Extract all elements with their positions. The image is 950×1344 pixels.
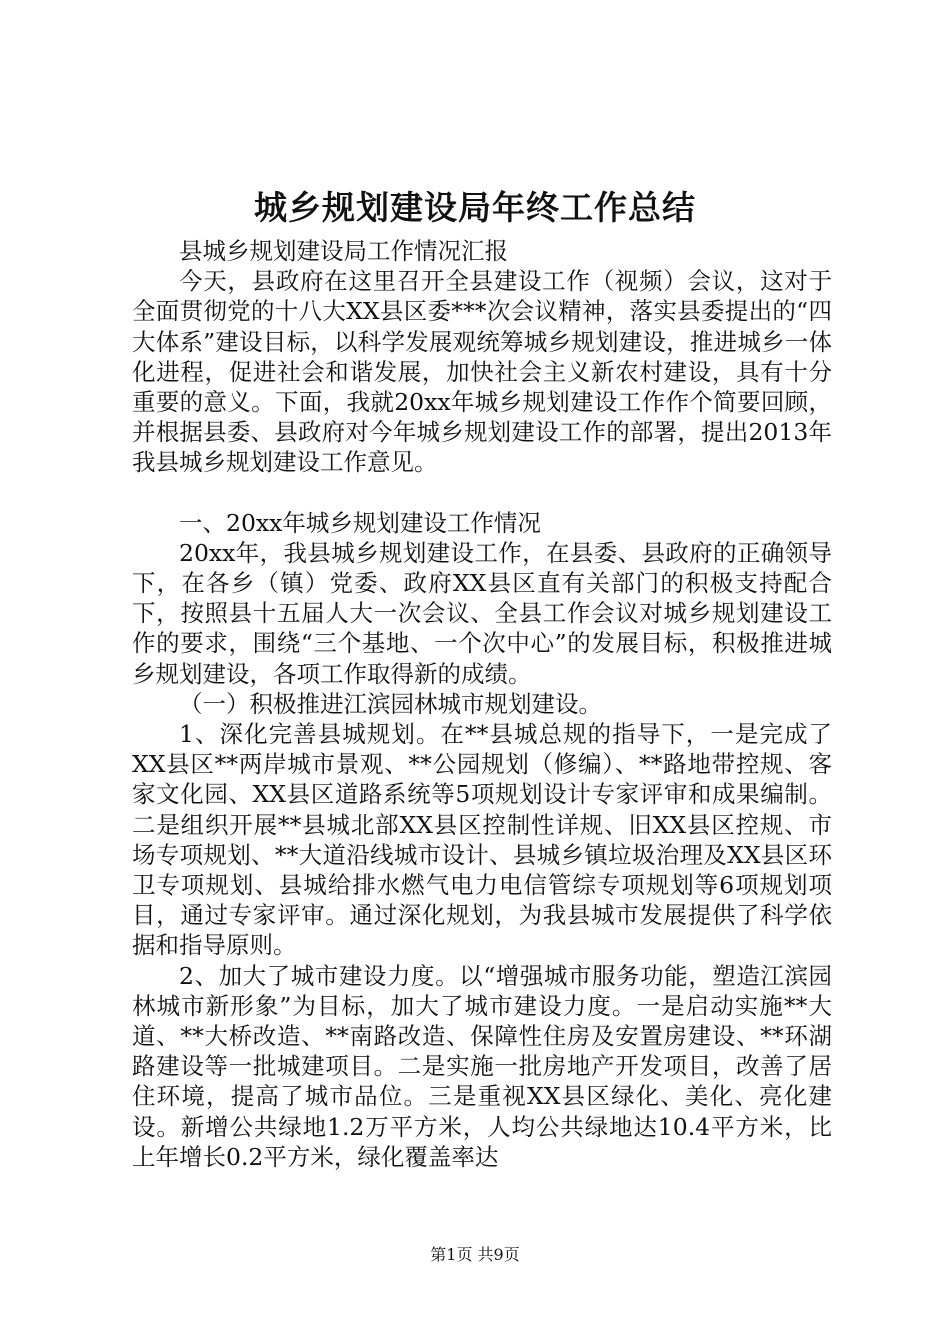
page-footer: 第1页 共9页 — [430, 1245, 520, 1264]
paragraph-introduction: 今天，县政府在这里召开全县建设工作（视频）会议，这对于全面贯彻党的十八大XX县区委***次会议精神，落实县委提出的“四大体系”建设目标，以科学发展观统筹城乡规划建设，推进城乡一体化进程，促进社会和谐发展，加快社会主义新农村建设，具有十分重要的意义。下面，我就20xx年城乡规划建设工作作个简要回顾，并根据县委、县政府对今年城乡规划建设工作的部署，提出2013年我县城乡规划建设工作意见。 — [132, 267, 832, 477]
page-title: 城乡规划建设局年终工作总结 — [254, 188, 696, 227]
subsection-heading-1: （一）积极推进江滨园林城市规划建设。 — [179, 689, 602, 718]
document-body — [132, 236, 832, 1172]
paragraph-item-1: 1、深化完善县城规划。在**县城总规的指导下，一是完成了XX县区**两岸城市景观、**公园规划（修编）、**路地带控规、客家文化园、XX县区道路系统等5项规划设计专家评审和成果编制。二是组织开展**县城北部XX县区控制性详规、旧XX县区控规、市场专项规划、**大道沿线城市设计、县城乡镇垃圾治理及XX县区环卫专项规划、县城给排水燃气电力电信管综专项规划等6项规划项目，通过专家评审。通过深化规划，为我县城市发展提供了科学依据和指导原则。 — [132, 720, 832, 960]
paragraph-section-1-summary: 20xx年，我县城乡规划建设工作，在县委、县政府的正确领导下，在各乡（镇）党委、政府XX县区直有关部门的积极支持配合下，按照县十五届人大一次会议、全县工作会议对城乡规划建设工作的要求，围绕“三个基地、一个次中心”的发展目标，积极推进城乡规划建设，各项工作取得新的成绩。 — [132, 538, 832, 688]
paragraph-spacer — [132, 478, 832, 508]
paragraph-report-heading: 县城乡规划建设局工作情况汇报 — [179, 237, 508, 265]
paragraph-item-2: 2、加大了城市建设力度。以“增强城市服务功能，塑造江滨园林城市新形象”为目标，加大了城市建设力度。一是启动实施**大道、**大桥改造、**南路改造、保障性住房及安置房建设、**环湖路建设等一批城建项目。二是实施一批房地产开发项目，改善了居住环境，提高了城市品位。三是重视XX县区绿化、美化、亮化建设。新增公共绿地1.2万平方米，人均公共绿地达10.4平方米，比上年增长0.2平方米，绿化覆盖率达 — [132, 961, 832, 1171]
section-heading-1: 一、20xx年城乡规划建设工作情况 — [179, 508, 541, 537]
